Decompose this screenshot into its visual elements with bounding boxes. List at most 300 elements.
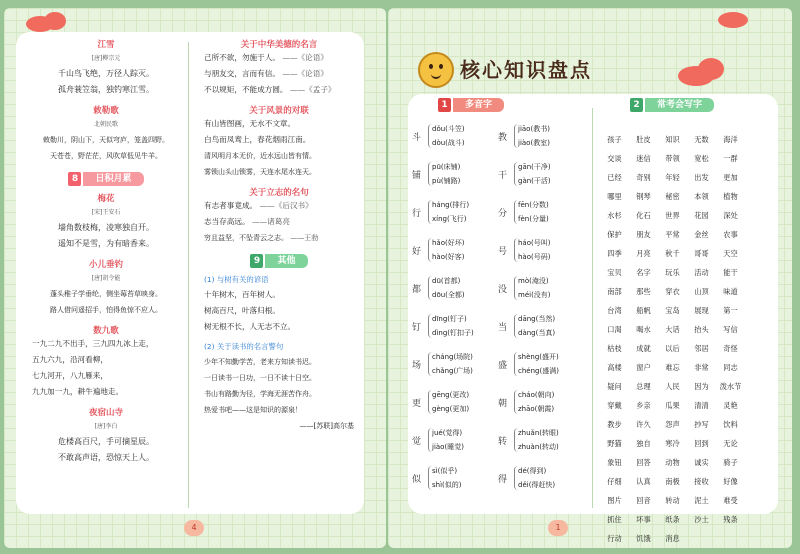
page-title: 核心知识盘点 [460,58,592,82]
pinyin-word: dàng(当真) [518,329,556,337]
word-row [600,187,776,206]
quote-line [198,214,360,230]
word-row [600,149,776,168]
word-grid [600,130,776,548]
word-row [600,491,776,510]
pinyin-word: hǎo(好坏) [432,239,465,247]
word-cell: 饮料 [723,419,738,429]
word-row [600,510,776,529]
pinyin-word: chǎng(广场) [432,367,473,375]
word-cell: 台湾 [607,305,622,315]
polyphone-row [408,274,592,304]
poem-line: 七九河开，八九雁来， [32,371,108,380]
poem-line: 蓬头稚子学垂纶，侧坐莓苔草映身。 [50,290,162,298]
polyphone-row [408,464,592,494]
word-cell: 图片 [607,495,622,505]
word-cell: 知识 [665,134,680,144]
pinyin-word: dīng(钉子) [432,315,467,323]
word-row [600,453,776,472]
word-cell: 天空 [723,248,738,258]
proverb-line: 树无根不长，人无志不立。 [204,322,296,331]
page-number: 4 [184,520,204,536]
word-cell: 钢琴 [636,191,651,201]
quote-line [198,66,360,82]
poem-line: 危楼高百尺，手可摘星辰。 [58,437,154,446]
poem-line: 不敢高声语，恐惊天上人。 [58,453,154,462]
quote-line: 一日读书一日功，一日不读十日空。 [204,374,316,382]
subsection-title: (1) 与树有关的谚语 [204,275,269,284]
poem-title: 夜宿山寺 [88,408,123,418]
word-cell: 海洋 [723,134,738,144]
pinyin-pair [518,160,551,188]
polyphone-row [408,388,592,418]
word-cell: 保护 [607,229,622,239]
word-cell: 花园 [694,210,709,220]
polyphone-row [408,426,592,456]
poem-line: 路人借问遥招手，怕得鱼惊不应人。 [50,306,162,314]
poem-title: 江雪 [97,40,115,50]
pinyin-pair [518,122,550,150]
poem-line: 遥知不是雪，为有暗香来。 [58,239,154,248]
smiley-icon [418,52,454,88]
word-row [600,244,776,263]
polyphone-row [408,122,592,152]
quote-text: 不以规矩，不能成方圆。 [204,85,288,94]
pinyin-word: gàn(干活) [518,177,551,185]
word-cell: 沙土 [694,514,709,524]
word-cell: 一群 [723,153,738,163]
word-cell: 宝贝 [607,267,622,277]
poem-author: 北朝民歌 [93,121,118,128]
word-cell: 味道 [723,286,738,296]
page-header [418,48,638,88]
pinyin-word: dìng(钉扣子) [432,329,474,337]
page-number: 1 [548,520,568,536]
banner-number: 8 [68,172,81,186]
subsection-title: (2) 关于读书的名言警句 [204,342,284,351]
word-cell: 四季 [607,248,622,258]
word-row [600,301,776,320]
word-row [600,168,776,187]
column-divider [592,108,593,508]
pinyin-word: jué(觉得) [432,429,463,437]
word-cell: 出发 [694,172,709,182]
pinyin-word: dǒu(斗笠) [432,125,465,133]
quote-cite: ——诸葛亮 [251,217,290,226]
cloud-decoration [698,58,724,80]
pinyin-pair [432,350,473,378]
poem-title: 小儿垂钓 [88,260,123,270]
section-title: 关于中华美德的名言 [240,40,318,50]
pinyin-pair [518,274,551,302]
pinyin-word: jiào(睡觉) [432,443,464,451]
word-row [600,263,776,282]
word-cell: 以后 [665,343,680,353]
word-cell: 孩子 [607,134,622,144]
word-cell: 认真 [636,476,651,486]
pinyin-pair [518,198,549,226]
word-row [600,472,776,491]
word-row [600,130,776,149]
word-cell: 宝岛 [665,305,680,315]
polyphone-char: 行 [412,209,422,219]
proverb-line: 树高百尺，叶落归根。 [204,306,280,315]
word-cell: 消息 [665,533,680,543]
quote-text: 己所不欲，勿施于人。 [204,53,280,62]
word-cell: 邻居 [694,343,709,353]
word-cell: 第一 [723,305,738,315]
section-title: 关于风景的对联 [249,106,309,116]
quote-line [198,198,360,214]
polyphone-row [408,160,592,190]
quote-cite: ——[苏联]高尔基 [299,422,354,430]
word-cell: 植物 [723,191,738,201]
word-cell: 成就 [636,343,651,353]
pinyin-word: gēng(更改) [432,391,470,399]
word-cell: 抬头 [694,324,709,334]
polyphone-char: 朝 [498,399,508,409]
word-cell: 瓜果 [665,400,680,410]
word-cell: 疑问 [607,381,622,391]
polyphone-char: 得 [498,475,508,485]
word-cell: 南极 [665,476,680,486]
word-cell: 秋千 [665,248,680,258]
banner-number: 2 [630,98,643,112]
right-content-panel [408,94,778,543]
pinyin-word: děi(得赶快) [518,481,556,489]
banner-number: 9 [250,254,263,268]
pinyin-word: shì(似的) [432,481,462,489]
poem-line: 千山鸟飞绝，万径人踪灭。 [58,69,154,78]
poem-line: 孤舟蓑笠翁，独钓寒江雪。 [58,85,154,94]
word-cell: 穿衣 [665,286,680,296]
word-cell: 饥饿 [636,533,651,543]
poem-title: 梅花 [97,194,115,204]
pinyin-word: zhāo(朝霞) [518,405,555,413]
polyphone-char: 转 [498,437,508,447]
polyphone-char: 更 [412,399,422,409]
pinyin-word: dū(首都) [432,277,461,285]
word-cell: 接收 [694,476,709,486]
pinyin-pair [518,388,554,416]
word-cell: 名字 [636,267,651,277]
banner-label: 日积月累 [83,172,143,186]
word-cell: 深处 [723,210,738,220]
word-cell: 纸条 [665,514,680,524]
quote-cite: ——王勃 [290,234,319,242]
word-cell: 肚皮 [636,134,651,144]
poem-author: [宋]王安石 [91,209,121,216]
word-cell: 农事 [723,229,738,239]
word-cell: 总理 [636,381,651,391]
word-cell: 回答 [636,457,651,467]
pinyin-word: xíng(飞行) [432,215,467,223]
polyphone-char: 斗 [412,133,422,143]
word-cell: 独自 [636,438,651,448]
word-cell: 朋友 [636,229,651,239]
poem-title: 数九歌 [93,326,119,336]
poem-author: [唐]李白 [94,423,118,430]
word-cell: 行动 [607,533,622,543]
polyphone-row [408,350,592,380]
word-cell: 怨声 [665,419,680,429]
pinyin-word: dé(得到) [518,467,547,475]
section-banner [630,98,714,112]
word-cell: 回音 [636,495,651,505]
word-cell: 仔细 [607,476,622,486]
left-content-panel [16,32,364,514]
quote-text: 穷且益坚，不坠青云之志。 [204,234,288,242]
pinyin-word: cháo(朝向) [518,391,555,399]
pinyin-pair [518,236,550,264]
pinyin-pair [432,160,460,188]
word-row [600,377,776,396]
pinyin-word: pù(铺路) [432,177,461,185]
word-cell: 野猫 [607,438,622,448]
word-cell: 水杉 [607,210,622,220]
pinyin-pair [518,350,559,378]
cloud-decoration [718,12,748,28]
word-cell: 清清 [694,400,709,410]
pinyin-word: zhuàn(转动) [518,443,559,451]
word-cell: 大话 [665,324,680,334]
word-cell: 教步 [607,419,622,429]
word-cell: 交谈 [607,153,622,163]
word-cell: 已经 [607,172,622,182]
poem-line: 九九加一九，耕牛遍地走。 [32,387,124,396]
word-row [600,339,776,358]
pinyin-word: sì(似乎) [432,467,458,475]
word-cell: 南部 [607,286,622,296]
poem-line: 墙角数枝梅，凌寒独自开。 [58,223,154,232]
word-cell: 抓住 [607,514,622,524]
banner-label: 多音字 [453,98,504,112]
word-cell: 喝水 [636,324,651,334]
section-title: 关于立志的名句 [249,188,309,198]
word-cell: 奇别 [636,172,651,182]
pinyin-pair [518,426,559,454]
word-cell: 难忘 [665,362,680,372]
pinyin-word: chéng(盛满) [518,367,559,375]
word-cell: 乡亲 [636,400,651,410]
word-cell: 船帆 [636,305,651,315]
word-cell: 枯枝 [607,343,622,353]
word-row [600,206,776,225]
column-divider [188,42,189,508]
polyphone-char: 号 [498,247,508,257]
word-cell: 非常 [694,362,709,372]
word-row [600,225,776,244]
word-cell: 诚实 [694,457,709,467]
pinyin-word: dāng(当然) [518,315,556,323]
couplet-line: 雾锁山头山锁雾，天连水尾水连天。 [204,168,316,176]
word-cell: 口渴 [607,324,622,334]
pinyin-word: pū(床铺) [432,163,461,171]
cloud-decoration [44,12,66,30]
word-cell: 年轻 [665,172,680,182]
poem-line: 五九六九，沿河看柳， [32,355,108,364]
word-cell: 回到 [694,438,709,448]
word-cell: 化石 [636,210,651,220]
polyphone-row [408,198,592,228]
polyphone-char: 都 [412,285,422,295]
word-row [600,320,776,339]
word-cell: 寒冷 [665,438,680,448]
couplet-line: 清风明月本无价，近水远山皆有情。 [204,152,316,160]
pinyin-word: gèng(更加) [432,405,470,413]
word-cell: 难受 [723,495,738,505]
pinyin-pair [518,312,555,340]
word-cell: 那些 [636,286,651,296]
word-cell: 好像 [723,476,738,486]
pinyin-word: fèn(分量) [518,215,549,223]
poem-line: 一九二九不出手，三九四九冰上走， [32,339,154,348]
left-column-2 [198,32,360,434]
banner-label: 常考会写字 [645,98,714,112]
word-cell: 活动 [694,267,709,277]
quote-cite: ——《论语》 [282,53,328,62]
polyphone-char: 当 [498,323,508,333]
pinyin-word: jiào(教室) [518,139,550,147]
pinyin-pair [432,388,469,416]
word-row [600,529,776,548]
poem-line: 天苍苍，野茫茫，风吹草低见牛羊。 [50,152,162,160]
word-cell: 残条 [723,514,738,524]
polyphone-char: 好 [412,247,422,257]
polyphone-char: 觉 [412,437,422,447]
pinyin-word: cháng(场院) [432,353,473,361]
polyphone-char: 没 [498,285,508,295]
right-page [388,8,792,548]
word-cell: 无论 [723,438,738,448]
proverb-line: 十年树木，百年树人。 [204,290,280,299]
polyphone-list [408,122,592,502]
quote-cite: ——《论语》 [282,69,328,78]
banner-label: 其他 [265,254,307,268]
pinyin-word: dōu(全都) [432,291,465,299]
quote-line [198,230,360,246]
quote-line: 热爱书吧——这是知识的源泉！ [204,406,302,414]
word-cell: 同志 [723,362,738,372]
word-cell: 泥土 [694,495,709,505]
couplet-line: 有山皆图画，无水不文章。 [204,119,296,128]
pinyin-pair [432,198,469,226]
left-page [4,8,386,548]
poem-author: [唐]柳宗元 [91,55,121,62]
quote-cite: ——《孟子》 [289,85,336,94]
pinyin-word: fēn(分数) [518,201,549,209]
pinyin-word: hào(号码) [518,253,551,261]
pinyin-pair [432,274,465,302]
pinyin-pair [432,464,462,492]
word-cell: 哥哥 [694,248,709,258]
polyphone-char: 似 [412,475,422,485]
quote-line [198,50,360,66]
banner-number: 1 [438,98,451,112]
poem-line: 敕勒川，阴山下，天似穹庐，笼盖四野。 [43,136,169,144]
word-cell: 奇怪 [723,343,738,353]
word-row [600,396,776,415]
polyphone-char: 分 [498,209,508,219]
word-cell: 写信 [723,324,738,334]
polyphone-char: 盛 [498,361,508,371]
word-cell: 泼水节 [719,381,742,391]
left-column-1 [26,32,186,466]
pinyin-pair [432,426,464,454]
pinyin-pair [432,236,464,264]
word-cell: 玩乐 [665,267,680,277]
pinyin-word: shèng(盛开) [518,353,559,361]
pinyin-word: zhuǎn(转眼) [518,429,559,437]
word-cell: 迷信 [636,153,651,163]
poem-title: 敕勒歌 [93,106,119,116]
quote-text: 志当存高远。 [204,217,250,226]
polyphone-char: 教 [498,133,508,143]
word-cell: 平常 [665,229,680,239]
section-banner [26,172,186,186]
pinyin-pair [432,312,474,340]
section-banner [198,254,360,268]
word-cell: 动物 [665,457,680,467]
polyphone-char: 干 [498,171,508,181]
polyphone-char: 铺 [412,171,422,181]
pinyin-word: gān(干净) [518,163,551,171]
quote-text: 与朋友交，言而有信。 [204,69,280,78]
word-cell: 金丝 [694,229,709,239]
word-cell: 骑子 [723,457,738,467]
pinyin-word: dòu(战斗) [432,139,465,147]
pinyin-word: méi(没有) [518,291,551,299]
pinyin-word: mò(淹没) [518,277,549,285]
word-cell: 许久 [636,419,651,429]
word-row [600,415,776,434]
quote-line: 书山有路勤为径，学海无涯苦作舟。 [204,390,316,398]
word-cell: 高楼 [607,362,622,372]
word-cell: 本领 [694,191,709,201]
pinyin-pair [518,464,555,492]
word-cell: 象钮 [607,457,622,467]
word-row [600,358,776,377]
word-cell: 人民 [665,381,680,391]
word-cell: 因为 [694,381,709,391]
word-cell: 带领 [665,153,680,163]
word-cell: 窗户 [636,362,651,372]
section-banner [438,98,504,112]
pinyin-pair [432,122,465,150]
polyphone-row [408,236,592,266]
quote-line: 少年不知勤学苦，老来方知读书迟。 [204,358,316,366]
word-cell: 灵艳 [723,400,738,410]
word-cell: 展现 [694,305,709,315]
quote-cite: ——《后汉书》 [259,201,313,210]
word-cell: 哪里 [607,191,622,201]
word-cell: 坏事 [636,514,651,524]
pinyin-word: hào(好客) [432,253,465,261]
word-cell: 山顶 [694,286,709,296]
word-cell: 月亮 [636,248,651,258]
polyphone-char: 场 [412,361,422,371]
polyphone-row [408,312,592,342]
word-cell: 更加 [723,172,738,182]
poem-author: [唐]胡令能 [91,275,121,282]
word-cell: 宽松 [694,153,709,163]
quote-line [198,82,360,98]
word-cell: 转动 [665,495,680,505]
word-cell: 无数 [694,134,709,144]
word-row [600,434,776,453]
pinyin-word: jiāo(教书) [518,125,550,133]
word-row [600,282,776,301]
